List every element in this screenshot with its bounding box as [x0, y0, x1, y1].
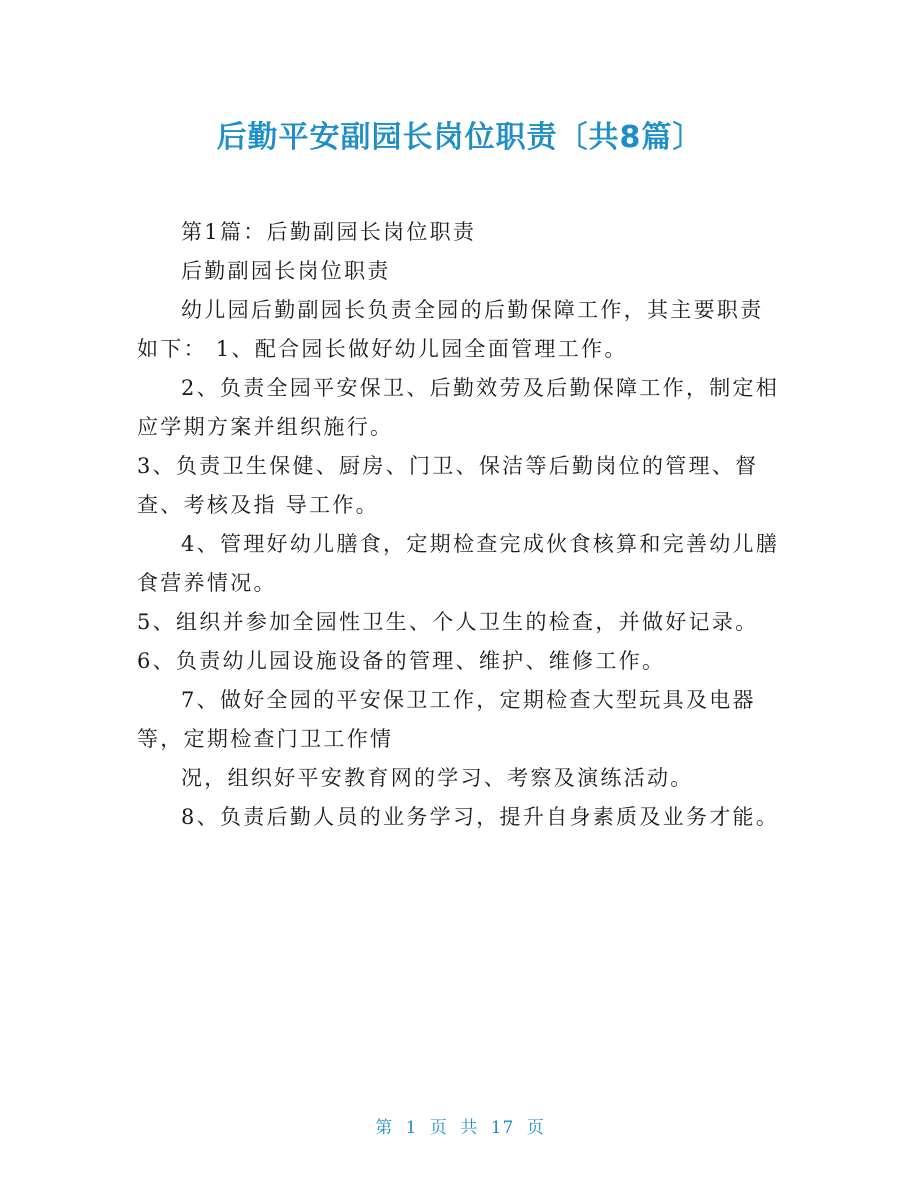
body-paragraph: 幼儿园后勤副园长负责全园的后勤保障工作，其主要职责如下： 1、配合园长做好幼儿园全面管理工作。	[137, 298, 764, 361]
body-paragraph: 况，组织好平安教育网的学习、考察及演练活动。	[181, 766, 694, 790]
body-paragraph: 8、负责后勤人员的业务学习，提升自身素质及业务才能。	[181, 805, 780, 829]
document-title: 后勤平安副园长岗位职责〔共8篇〕	[216, 120, 704, 155]
body-paragraph: 5、组织并参加全园性卫生、个人卫生的检查，并做好记录。	[137, 610, 759, 634]
body-paragraph: 3、负责卫生保健、厨房、门卫、保洁等后勤岗位的管理、督查、考核及指 导工作。	[137, 454, 759, 517]
page-number-footer: 第 1 页 共 17 页	[375, 1118, 545, 1138]
document-body	[137, 213, 785, 837]
body-paragraph: 6、负责幼儿园设施设备的管理、维护、维修工作。	[137, 649, 666, 673]
section-subheading: 后勤副园长岗位职责	[181, 259, 391, 283]
body-paragraph: 4、管理好幼儿膳食，定期检查完成伙食核算和完善幼儿膳食营养情况。	[137, 532, 780, 595]
body-paragraph: 7、做好全园的平安保卫工作，定期检查大型玩具及电器等，定期检查门卫工作情	[137, 688, 756, 751]
section-heading: 第1篇：后勤副园长岗位职责	[181, 220, 477, 244]
body-paragraph: 2、负责全园平安保卫、后勤效劳及后勤保障工作，制定相应学期方案并组织施行。	[137, 376, 780, 439]
